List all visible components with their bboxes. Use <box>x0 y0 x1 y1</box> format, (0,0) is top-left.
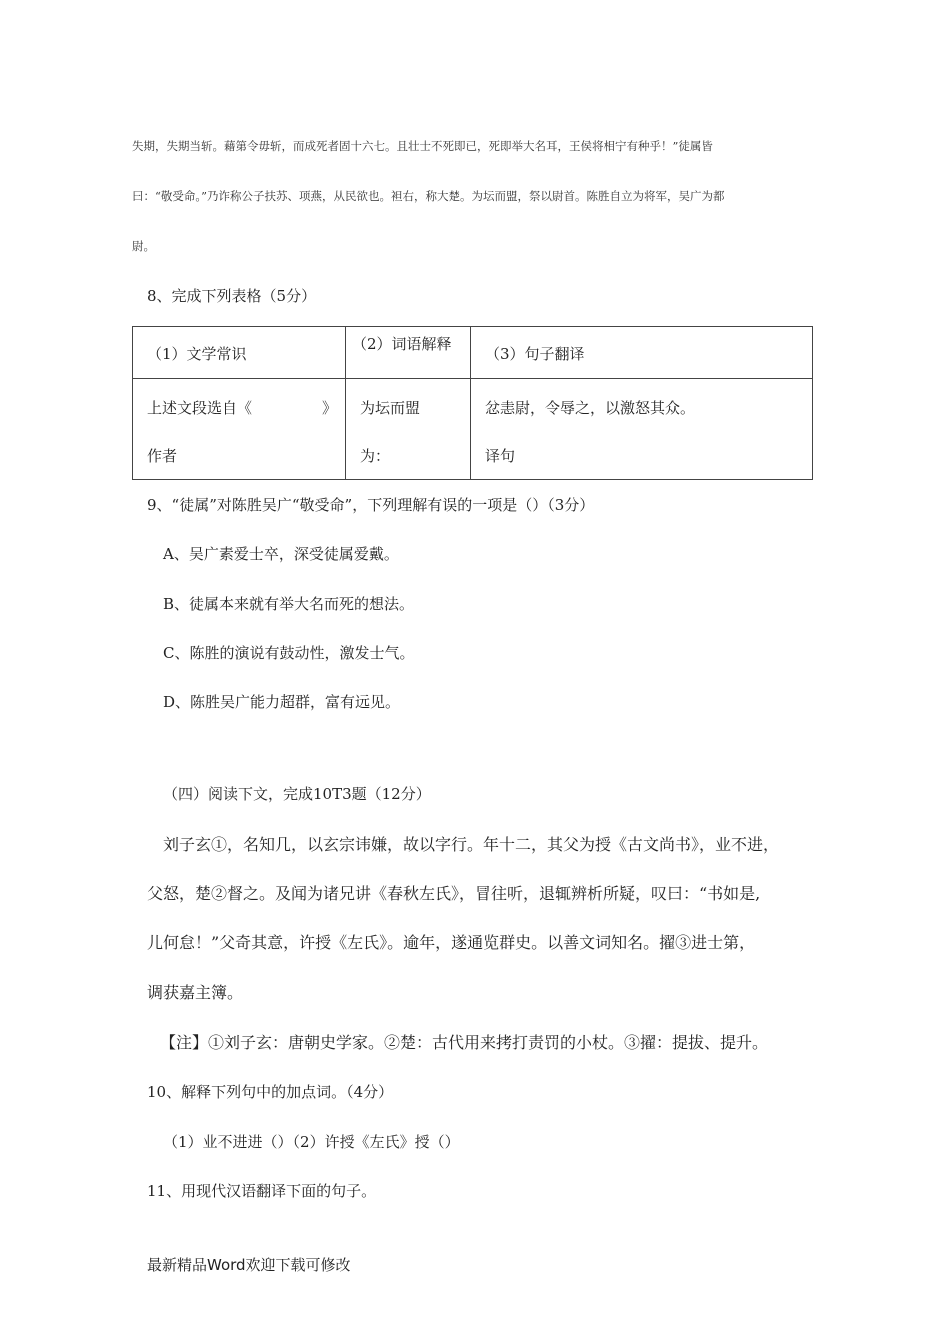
q8-table-header-row <box>133 327 813 379</box>
q8-header-1: （1）文学常识 <box>147 345 247 363</box>
q11-title: 11、用现代汉语翻译下面的句子。 <box>147 1182 377 1200</box>
q8-title: 8、完成下列表格（5分） <box>147 287 317 305</box>
q8-body-cell <box>133 379 346 480</box>
q8-body-cell <box>471 379 813 480</box>
q8-header-cell <box>133 327 346 379</box>
q8-col2-top: 为坛而盟 <box>360 399 421 417</box>
q8-col1-bottom: 作者 <box>147 447 178 465</box>
q8-col1-top <box>147 397 337 418</box>
q8-table <box>132 326 813 480</box>
section4-note: 【注】①刘子玄：唐朝史学家。②楚：古代用来拷打责罚的小杖。③擢：提拔、提升。 <box>160 1033 769 1052</box>
q10-title: 10、解释下列句中的加点词。（4分） <box>147 1083 394 1101</box>
q9-option-a: A、吴广素爱士卒，深受徒属爱戴。 <box>163 545 399 563</box>
q8-header-3: （3）句子翻译 <box>485 345 585 363</box>
passage-line-2: 曰：“敬受命。”乃诈称公子扶苏、项燕，从民欲也。袒右，称大楚。为坛而盟，祭以尉首。陈胜自立为将军，吴广为都 <box>132 189 725 203</box>
q8-header-cell <box>471 327 813 379</box>
q10-items: （1）业不进进（）（2）许授《左氏》授（） <box>163 1133 460 1151</box>
q8-col1-top-end: 》 <box>321 399 337 417</box>
section4-para-line-1: 刘子玄①，名知几，以玄宗讳嫌，故以字行。年十二，其父为授《古文尚书》，业不进， <box>163 835 780 854</box>
passage-line-3: 尉。 <box>132 239 155 253</box>
q9-option-c: C、陈胜的演说有鼓动性，激发士气。 <box>163 644 415 662</box>
q8-col3-top: 忿恚尉，令辱之，以激怒其众。 <box>485 399 696 417</box>
q8-header-cell <box>346 327 471 379</box>
q8-header-2: （2）词语解释 <box>352 335 452 353</box>
section4-heading: （四）阅读下文，完成10T3题（12分） <box>163 785 431 803</box>
q9-title: 9、“徒属”对陈胜吴广“敬受命”，下列理解有误的一项是（）（3分） <box>147 496 595 514</box>
passage-line-1: 失期，失期当斩。藉第令毋斩，而成死者固十六七。且壮士不死即已，死即举大名耳，王侯将相宁有种乎！”徒属皆 <box>132 139 713 153</box>
section4-para-line-3: 儿何怠！”父奇其意，许授《左氏》。逾年，遂通览群史。以善文词知名。擢③进士第， <box>147 933 756 952</box>
q8-body-cell <box>346 379 471 480</box>
section4-para-line-2: 父怒，楚②督之。及闻为诸兄讲《春秋左氏》，冒往听，退辄辨析所疑，叹曰：“书如是, <box>147 884 761 903</box>
section4-para-line-4: 调获嘉主簿。 <box>147 983 244 1002</box>
footer-text: 最新精品Word欢迎下载可修改 <box>147 1256 351 1274</box>
q8-table-body-row <box>133 379 813 480</box>
q8-col2-bottom: 为： <box>360 447 391 465</box>
q9-option-d: D、陈胜吴广能力超群，富有远见。 <box>163 693 401 711</box>
q9-option-b: B、徒属本来就有举大名而死的想法。 <box>163 595 415 613</box>
q8-col3-bottom: 译句 <box>485 447 516 465</box>
q8-col1-top-text: 上述文段选自《 <box>147 399 253 417</box>
